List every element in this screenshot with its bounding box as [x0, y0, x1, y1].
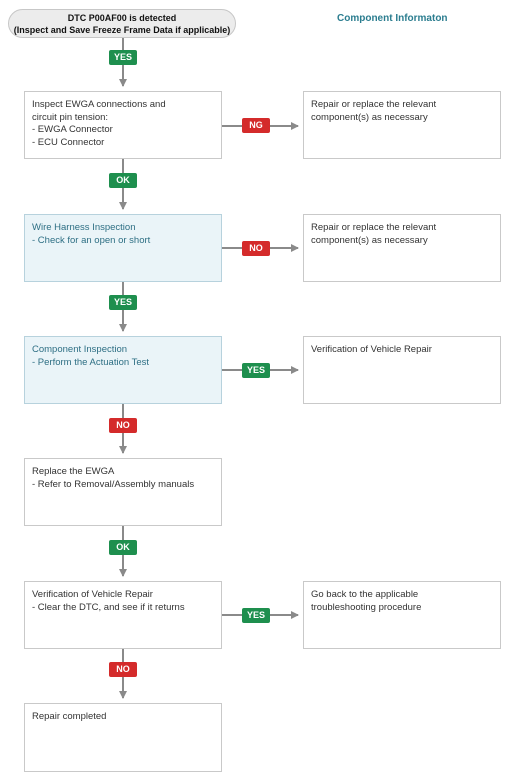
- step-verification-of-vehicle-repair: [24, 581, 222, 649]
- badge-ok-step1: OK: [109, 173, 137, 188]
- badge-yes-side3: YES: [242, 363, 270, 378]
- step-line: - Perform the Actuation Test: [32, 356, 150, 368]
- side-line: Repair or replace the relevant: [311, 222, 437, 233]
- step-line: Replace the EWGA: [32, 466, 115, 477]
- step-line: - Refer to Removal/Assembly manuals: [32, 478, 195, 490]
- step-line: Inspect EWGA connections and: [32, 99, 166, 110]
- step-line: - Clear the DTC, and see if it returns: [32, 601, 185, 613]
- side-repair-or-replace-1: [303, 91, 501, 159]
- step-repair-completed: [24, 703, 222, 772]
- side-repair-or-replace-2: [303, 214, 501, 282]
- step-component-inspection[interactable]: [24, 336, 222, 404]
- side-line: troubleshooting procedure: [311, 601, 422, 613]
- component-information-link[interactable]: Component Informaton: [337, 13, 448, 24]
- side-line: Go back to the applicable: [311, 589, 419, 600]
- badge-no-side2: NO: [242, 241, 270, 256]
- start-line-1: DTC P00AF00 is detected: [67, 13, 177, 23]
- badge-ok-step4: OK: [109, 540, 137, 555]
- step-wire-harness-inspection[interactable]: [24, 214, 222, 282]
- side-line: Repair or replace the relevant: [311, 99, 437, 110]
- step-line: Component Inspection: [32, 344, 128, 355]
- badge-no-step5: NO: [109, 662, 137, 677]
- side-line: component(s) as necessary: [311, 111, 428, 123]
- step-line: Repair completed: [32, 711, 107, 722]
- badge-no-step3: NO: [109, 418, 137, 433]
- step-line: Verification of Vehicle Repair: [32, 589, 153, 600]
- badge-yes-start: YES: [109, 50, 137, 65]
- side-verification-of-vehicle-repair: [303, 336, 501, 404]
- start-line-2: (Inspect and Save Freeze Frame Data if applicable): [13, 25, 231, 35]
- step-line: Wire Harness Inspection: [32, 222, 136, 233]
- step-inspect-ewga-connections: [24, 91, 222, 159]
- step-replace-ewga: [24, 458, 222, 526]
- step-line: circuit pin tension:: [32, 111, 109, 123]
- start-node: [8, 9, 236, 38]
- step-line: - EWGA Connector: [32, 124, 113, 135]
- step-line: - ECU Connector: [32, 136, 105, 148]
- badge-yes-side4: YES: [242, 608, 270, 623]
- badge-ng-side1: NG: [242, 118, 270, 133]
- side-line: Verification of Vehicle Repair: [311, 344, 432, 355]
- badge-yes-step2: YES: [109, 295, 137, 310]
- side-line: component(s) as necessary: [311, 234, 428, 246]
- side-go-back-to-troubleshooting: [303, 581, 501, 649]
- step-line: - Check for an open or short: [32, 234, 151, 246]
